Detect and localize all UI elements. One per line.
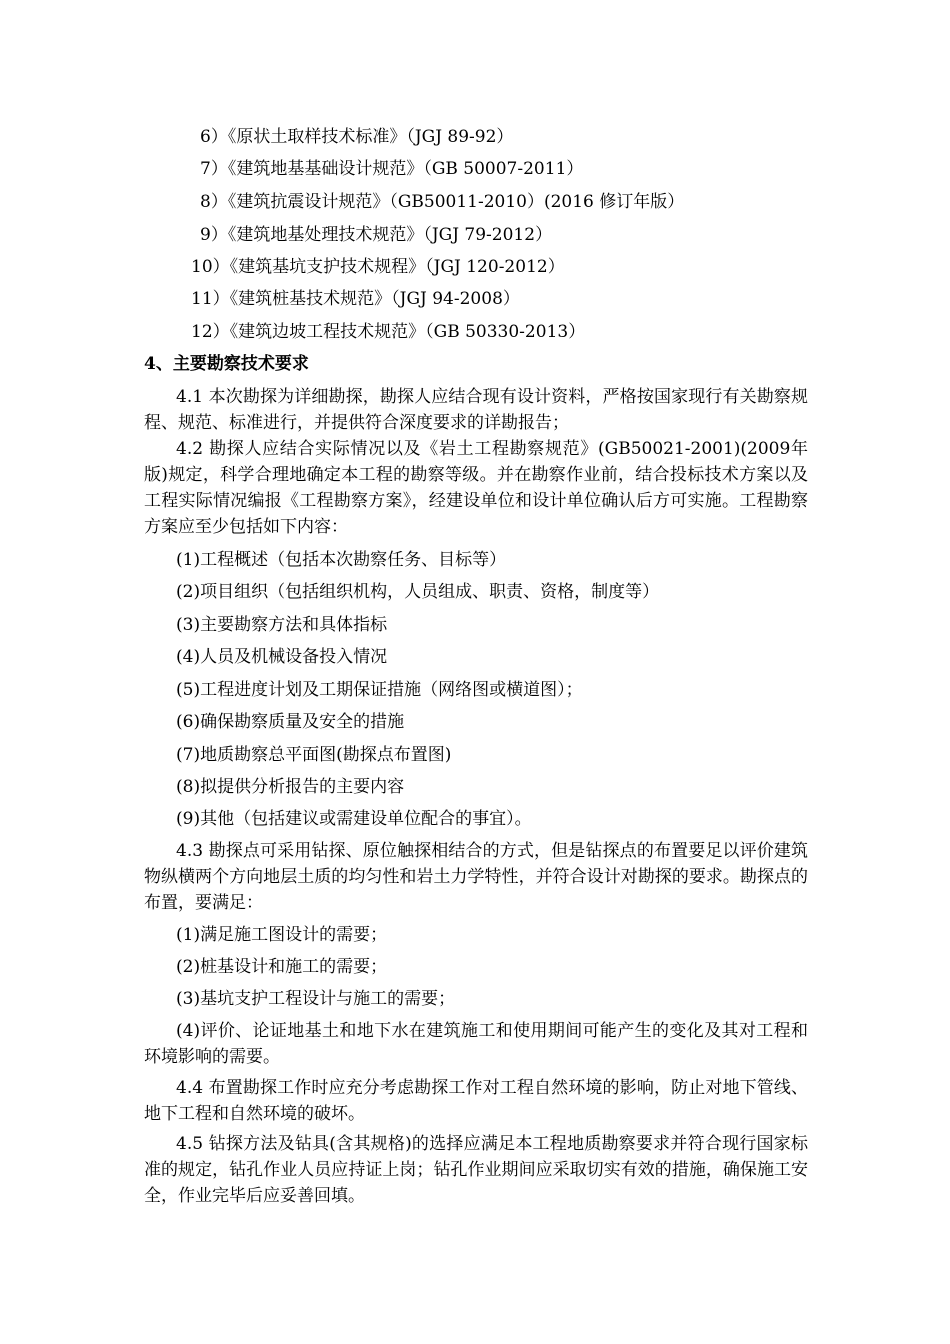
requirement-item: (1)满足施工图设计的需要； bbox=[176, 925, 388, 945]
reference-item: 12）《建筑边坡工程技术规范》（GB 50330-2013） bbox=[191, 322, 586, 342]
requirement-item-4: (4)评价、论证地基土和地下水在建筑施工和使用期间可能产生的变化及其对工程和环境影响的需要。 bbox=[144, 1021, 808, 1067]
paragraph-4-3: 4.3 勘探点可采用钻探、原位触探相结合的方式，但是钻探点的布置要足以评价建筑物纵横两个方向地层土质的均匀性和岩土力学特性，并符合设计对勘探的要求。勘探点的布置，要满足： bbox=[144, 841, 808, 913]
plan-item: (9)其他（包括建议或需建设单位配合的事宜）。 bbox=[176, 809, 532, 829]
paragraph-4-2: 4.2 勘探人应结合实际情况以及《岩土工程勘察规范》(GB50021-2001)(2009年版)规定，科学合理地确定本工程的勘察等级。并在勘察作业前，结合投标技术方案以及工程实际情况编报《工程勘察方案》，经建设单位和设计单位确认后方可实施。工程勘察方案应至少包括如下内容： bbox=[144, 439, 808, 537]
reference-item: 8）《建筑抗震设计规范》（GB50011-2010）(2016 修订年版） bbox=[200, 192, 685, 212]
requirement-item: (3)基坑支护工程设计与施工的需要； bbox=[176, 989, 456, 1009]
paragraph-4-1: 4.1 本次勘探为详细勘探，勘探人应结合现有设计资料，严格按国家现行有关勘察规程、规范、标准进行，并提供符合深度要求的详勘报告； bbox=[144, 387, 808, 433]
paragraph-4-4: 4.4 布置勘探工作时应充分考虑勘探工作对工程自然环境的影响，防止对地下管线、地下工程和自然环境的破坏。 bbox=[144, 1078, 808, 1124]
reference-item: 6）《原状土取样技术标准》（JGJ 89-92） bbox=[200, 127, 514, 147]
plan-item: (3)主要勘察方法和具体指标 bbox=[176, 615, 388, 635]
section-heading: 4、主要勘察技术要求 bbox=[144, 354, 309, 374]
reference-item: 11）《建筑桩基技术规范》（JGJ 94-2008） bbox=[191, 289, 520, 309]
plan-item: (2)项目组织（包括组织机构，人员组成、职责、资格，制度等） bbox=[176, 582, 660, 602]
plan-item: (7)地质勘察总平面图(勘探点布置图) bbox=[176, 745, 452, 765]
plan-item: (1)工程概述（包括本次勘察任务、目标等） bbox=[176, 550, 507, 570]
reference-item: 10）《建筑基坑支护技术规程》（JGJ 120-2012） bbox=[191, 257, 565, 277]
reference-item: 7）《建筑地基基础设计规范》（GB 50007-2011） bbox=[200, 159, 584, 179]
reference-item: 9）《建筑地基处理技术规范》（JGJ 79-2012） bbox=[200, 225, 553, 245]
requirement-item: (2)桩基设计和施工的需要； bbox=[176, 957, 388, 977]
plan-item: (4)人员及机械设备投入情况 bbox=[176, 647, 388, 667]
plan-item: (6)确保勘察质量及安全的措施 bbox=[176, 712, 405, 732]
plan-item: (8)拟提供分析报告的主要内容 bbox=[176, 777, 405, 797]
plan-item: (5)工程进度计划及工期保证措施（网络图或横道图）； bbox=[176, 680, 583, 700]
paragraph-4-5: 4.5 钻探方法及钻具(含其规格)的选择应满足本工程地质勘察要求并符合现行国家标准的规定，钻孔作业人员应持证上岗；钻孔作业期间应采取切实有效的措施，确保施工安全，作业完毕后应妥善回填。 bbox=[144, 1134, 808, 1206]
